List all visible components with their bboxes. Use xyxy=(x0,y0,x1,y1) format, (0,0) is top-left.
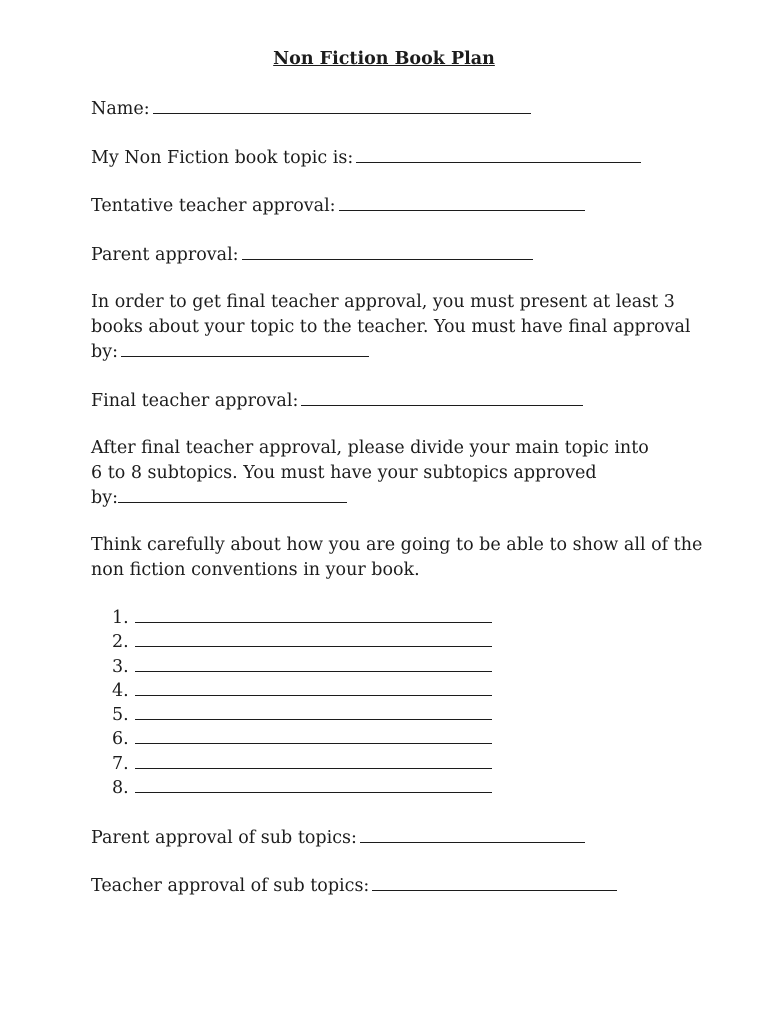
topic-field xyxy=(91,145,641,171)
paragraph-line: After final teacher approval, please divide your main topic into xyxy=(91,438,649,458)
item-number: 5. xyxy=(112,705,129,726)
subtopic-blank[interactable] xyxy=(135,775,492,793)
final-approval-deadline xyxy=(91,339,691,365)
final-approval-date-blank[interactable] xyxy=(121,339,369,357)
topic-blank[interactable] xyxy=(356,145,641,163)
list-item xyxy=(112,726,492,750)
subtopic-date-blank[interactable] xyxy=(118,485,347,503)
by-label: by: xyxy=(91,488,118,508)
subtopic-list xyxy=(112,605,492,799)
final-teacher-approval-field xyxy=(91,388,583,414)
subtopic-blank[interactable] xyxy=(135,678,492,696)
subtopic-deadline xyxy=(91,485,691,511)
final-approval-instructions xyxy=(91,290,691,365)
parent-approval-label: Parent approval: xyxy=(91,245,239,265)
tentative-approval-label: Tentative teacher approval: xyxy=(91,196,336,216)
tentative-approval-blank[interactable] xyxy=(339,193,585,211)
conventions-note xyxy=(91,533,703,582)
parent-subtopic-approval-blank[interactable] xyxy=(360,825,585,843)
paragraph-line: Think carefully about how you are going to be able to show all of the xyxy=(91,535,703,555)
subtopic-blank[interactable] xyxy=(135,726,492,744)
final-teacher-approval-label: Final teacher approval: xyxy=(91,391,299,411)
parent-approval-blank[interactable] xyxy=(242,242,533,260)
item-number: 4. xyxy=(112,680,129,701)
topic-label: My Non Fiction book topic is: xyxy=(91,148,354,168)
item-number: 2. xyxy=(112,632,129,653)
list-item xyxy=(112,775,492,799)
paragraph-line: 6 to 8 subtopics. You must have your subtopics approved xyxy=(91,462,597,483)
list-item xyxy=(112,654,492,678)
paragraph-line: non fiction conventions in your book. xyxy=(91,559,420,580)
subtopic-blank[interactable] xyxy=(135,702,492,720)
paragraph-line: books about your topic to the teacher. You must have final approval xyxy=(91,316,691,337)
item-number: 1. xyxy=(112,608,129,628)
list-item xyxy=(112,678,492,702)
subtopic-instructions xyxy=(91,436,691,511)
tentative-approval-field xyxy=(91,193,585,219)
item-number: 7. xyxy=(112,753,129,774)
subtopic-blank[interactable] xyxy=(135,605,492,623)
by-label: by: xyxy=(91,342,118,362)
subtopic-blank[interactable] xyxy=(135,751,492,769)
list-item xyxy=(112,702,492,726)
page-title: Non Fiction Book Plan xyxy=(273,49,495,69)
subtopic-blank[interactable] xyxy=(135,629,492,647)
paragraph-line: In order to get final teacher approval, you must present at least 3 xyxy=(91,292,675,312)
teacher-subtopic-approval-blank[interactable] xyxy=(372,873,617,891)
item-number: 6. xyxy=(112,729,129,750)
name-label: Name: xyxy=(91,99,150,119)
list-item xyxy=(112,629,492,653)
item-number: 8. xyxy=(112,778,129,799)
teacher-subtopic-approval-label: Teacher approval of sub topics: xyxy=(91,876,370,896)
parent-subtopic-approval-label: Parent approval of sub topics: xyxy=(91,828,357,848)
teacher-subtopic-approval-field xyxy=(91,873,617,899)
item-number: 3. xyxy=(112,656,129,677)
list-item xyxy=(112,605,492,629)
subtopic-blank[interactable] xyxy=(135,654,492,672)
final-teacher-approval-blank[interactable] xyxy=(301,388,583,406)
name-field xyxy=(91,96,531,122)
parent-subtopic-approval-field xyxy=(91,825,585,851)
list-item xyxy=(112,751,492,775)
parent-approval-field xyxy=(91,242,533,268)
name-blank[interactable] xyxy=(153,96,531,114)
